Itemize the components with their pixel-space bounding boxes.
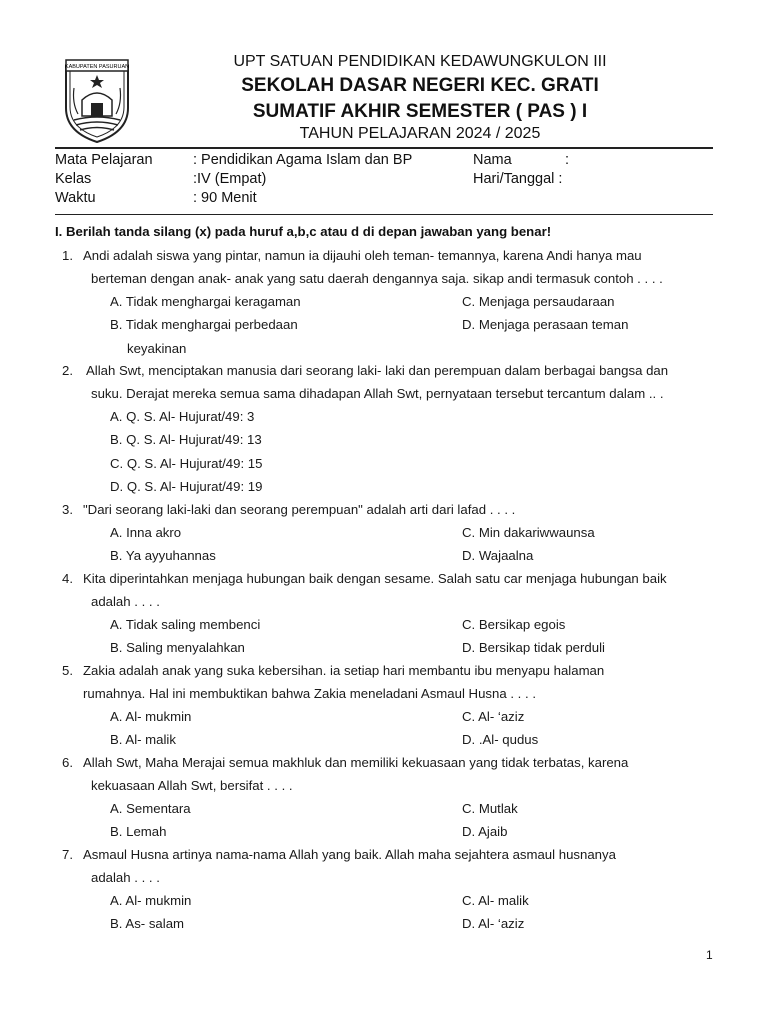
question-number: 6. [62,755,73,770]
header-divider [55,147,713,149]
option-b[interactable]: B. Q. S. Al- Hujurat/49: 13 [110,432,262,447]
info-divider [55,214,713,215]
academic-year: TAHUN PELAJARAN 2024 / 2025 [299,125,541,142]
option-c[interactable]: C. Al- ‘aziz [462,709,525,724]
question-text: kekuasaan Allah Swt, bersifat . . . . [91,778,293,793]
question-text: Asmaul Husna artinya nama-nama Allah yang baik. Allah maha sejahtera asmaul husnanya [83,847,616,862]
option-d[interactable]: D. Menjaga perasaan teman [462,317,629,332]
page-number: 1 [706,948,713,962]
subject-value: : Pendidikan Agama Islam dan BP [193,152,413,168]
question-number: 7. [62,847,73,862]
question-number: 2. [62,363,73,378]
option-b[interactable]: B. Lemah [110,824,167,839]
question-text: adalah . . . . [91,594,160,609]
option-a[interactable]: A. Q. S. Al- Hujurat/49: 3 [110,409,255,424]
question-number: 4. [62,571,73,586]
school-logo [60,58,134,144]
question-text: suku. Derajat mereka semua sama dihadapan Allah Swt, pernyataan tersebut tercantum dalam .. . [91,386,664,401]
question-text: Kita diperintahkan menjaga hubungan baik dengan sesame. Salah satu car menjaga hubungan baik [83,571,667,586]
question-text: rumahnya. Hal ini membuktikan bahwa Zakia meneladani Asmaul Husna . . . . [83,686,536,701]
question-number: 3. [62,502,73,517]
question-number: 1. [62,248,73,263]
exam-title: SUMATIF AKHIR SEMESTER ( PAS ) I [252,101,588,122]
option-d[interactable]: D. Bersikap tidak perduli [462,640,605,655]
option-a[interactable]: A. Inna akro [110,525,182,540]
name-colon: : [565,152,570,168]
option-b-continued: keyakinan [127,341,187,356]
option-a[interactable]: A. Al- mukmin [110,893,192,908]
question-text: Allah Swt, menciptakan manusia dari seorang laki- laki dan perempuan dalam berbagai bangsa dan [86,363,669,378]
option-d[interactable]: D. Al- ‘aziz [462,916,525,931]
option-c[interactable]: C. Menjaga persaudaraan [462,294,615,309]
class-label: Kelas [55,171,92,187]
time-value: : 90 Menit [193,190,257,206]
option-b[interactable]: B. Tidak menghargai perbedaan [110,317,298,332]
question-text: Andi adalah siswa yang pintar, namun ia dijauhi oleh teman- temannya, karena Andi hanya mau [83,248,642,263]
option-c[interactable]: C. Bersikap egois [462,617,566,632]
date-label: Hari/Tanggal : [473,171,563,187]
option-c[interactable]: C. Q. S. Al- Hujurat/49: 15 [110,456,263,471]
option-c[interactable]: C. Al- malik [462,893,529,908]
option-a[interactable]: A. Sementara [110,801,191,816]
option-a[interactable]: A. Tidak saling membenci [110,617,261,632]
section-instruction: I. Berilah tanda silang (x) pada huruf a,b,c atau d di depan jawaban yang benar! [55,224,552,239]
question-text: Zakia adalah anak yang suka kebersihan. ia setiap hari membantu ibu menyapu halaman [83,663,605,678]
question-number: 5. [62,663,73,678]
question-text: Allah Swt, Maha Merajai semua makhluk dan memiliki kekuasaan yang tidak terbatas, karena [83,755,629,770]
school-name: SEKOLAH DASAR NEGERI KEC. GRATI [241,75,599,96]
question-text: berteman dengan anak- anak yang satu daerah dengannya saja. sikap andi termasuk contoh . . . . [91,271,663,286]
option-b[interactable]: B. As- salam [110,916,185,931]
option-d[interactable]: D. Wajaalna [462,548,534,563]
option-b[interactable]: B. Saling menyalahkan [110,640,245,655]
option-c[interactable]: C. Min dakariwwaunsa [462,525,595,540]
class-value: :IV (Empat) [193,171,267,187]
question-text: "Dari seorang laki-laki dan seorang perempuan" adalah arti dari lafad . . . . [83,502,516,517]
header-line-1: UPT SATUAN PENDIDIKAN KEDAWUNGKULON III [233,53,607,70]
option-c[interactable]: C. Mutlak [462,801,518,816]
option-b[interactable]: B. Ya ayyuhannas [110,548,216,563]
name-label: Nama [473,152,512,168]
option-b[interactable]: B. Al- malik [110,732,176,747]
subject-label: Mata Pelajaran [55,152,153,168]
option-a[interactable]: A. Tidak menghargai keragaman [110,294,301,309]
time-label: Waktu [55,190,96,206]
question-text: adalah . . . . [91,870,160,885]
option-d[interactable]: D. Q. S. Al- Hujurat/49: 19 [110,479,263,494]
option-a[interactable]: A. Al- mukmin [110,709,192,724]
option-d[interactable]: D. .Al- qudus [462,732,539,747]
logo-text: KABUPATEN PASURUAN [64,64,130,70]
option-d[interactable]: D. Ajaib [462,824,508,839]
